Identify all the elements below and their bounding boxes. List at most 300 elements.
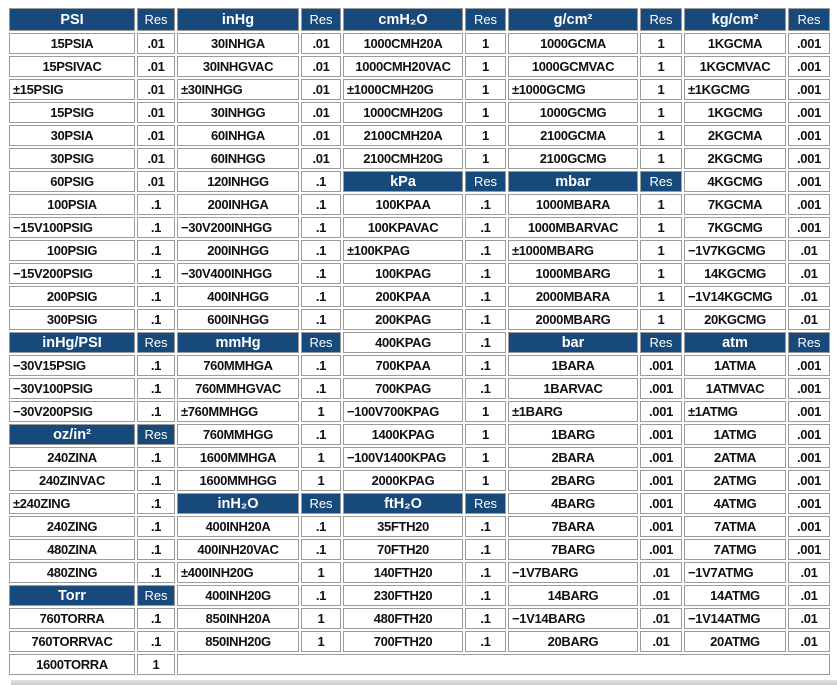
- range-model-cell: 2000MBARG: [508, 309, 638, 330]
- resolution-cell: .1: [465, 355, 506, 376]
- table-row: [9, 401, 830, 422]
- res-column-header: Res: [465, 493, 506, 514]
- resolution-cell: .1: [465, 378, 506, 399]
- res-column-header: Res: [640, 8, 682, 31]
- range-model-cell: 200INHGA: [177, 194, 299, 215]
- table-row: [9, 424, 830, 445]
- range-model-cell: 120INHGG: [177, 171, 299, 192]
- range-model-cell: 2ATMG: [684, 470, 786, 491]
- resolution-cell: .1: [465, 286, 506, 307]
- table-row: [9, 470, 830, 491]
- resolution-cell: .001: [788, 516, 830, 537]
- resolution-cell: .1: [137, 263, 175, 284]
- unit-column-header: cmH₂O: [343, 8, 463, 31]
- unit-column-header: ftH₂O: [343, 493, 463, 514]
- range-model-cell: ±1BARG: [508, 401, 638, 422]
- resolution-cell: 1: [640, 194, 682, 215]
- unit-column-header: mbar: [508, 171, 638, 192]
- resolution-cell: .1: [301, 309, 341, 330]
- resolution-cell: .01: [640, 631, 682, 652]
- range-model-cell: 1400KPAG: [343, 424, 463, 445]
- range-model-cell: 20BARG: [508, 631, 638, 652]
- table-row: [9, 608, 830, 629]
- range-model-cell: −1V7ATMG: [684, 562, 786, 583]
- resolution-cell: 1: [301, 562, 341, 583]
- unit-column-header: g/cm²: [508, 8, 638, 31]
- range-model-cell: 20KGCMG: [684, 309, 786, 330]
- range-model-cell: 30INHGVAC: [177, 56, 299, 77]
- res-column-header: Res: [301, 332, 341, 353]
- resolution-cell: .01: [301, 148, 341, 169]
- range-model-cell: −30V400INHGG: [177, 263, 299, 284]
- resolution-cell: .01: [788, 631, 830, 652]
- range-model-cell: ±100KPAG: [343, 240, 463, 261]
- resolution-cell: .1: [137, 447, 175, 468]
- range-model-cell: 2100CMH20A: [343, 125, 463, 146]
- resolution-cell: .1: [301, 263, 341, 284]
- resolution-cell: .001: [640, 539, 682, 560]
- range-model-cell: 700FTH20: [343, 631, 463, 652]
- unit-column-header: PSI: [9, 8, 135, 31]
- resolution-cell: 1: [465, 401, 506, 422]
- resolution-cell: .1: [301, 378, 341, 399]
- resolution-cell: .1: [137, 631, 175, 652]
- resolution-cell: .001: [788, 148, 830, 169]
- range-model-cell: 70FTH20: [343, 539, 463, 560]
- res-column-header: Res: [640, 171, 682, 192]
- resolution-cell: .01: [301, 33, 341, 54]
- resolution-cell: .01: [137, 125, 175, 146]
- resolution-cell: .1: [301, 217, 341, 238]
- resolution-cell: .1: [137, 470, 175, 491]
- resolution-cell: .01: [137, 33, 175, 54]
- resolution-cell: 1: [465, 148, 506, 169]
- table-row: [9, 148, 830, 169]
- unit-column-header: oz/in²: [9, 424, 135, 445]
- resolution-cell: .001: [640, 355, 682, 376]
- range-model-cell: 60INHGA: [177, 125, 299, 146]
- table-body: [9, 8, 830, 675]
- range-model-cell: 15PSIG: [9, 102, 135, 123]
- range-model-cell: −1V14BARG: [508, 608, 638, 629]
- range-model-cell: 760TORRA: [9, 608, 135, 629]
- range-model-cell: ±760MMHGG: [177, 401, 299, 422]
- table-row: [9, 309, 830, 330]
- table-row: [9, 447, 830, 468]
- resolution-cell: .001: [788, 217, 830, 238]
- range-model-cell: 600INHGG: [177, 309, 299, 330]
- range-model-cell: −30V15PSIG: [9, 355, 135, 376]
- range-model-cell: 1KGCMA: [684, 33, 786, 54]
- resolution-cell: .001: [640, 470, 682, 491]
- range-model-cell: 480FTH20: [343, 608, 463, 629]
- resolution-cell: 1: [301, 401, 341, 422]
- range-model-cell: ±240ZING: [9, 493, 135, 514]
- res-column-header: Res: [137, 8, 175, 31]
- range-model-cell: 7KGCMG: [684, 217, 786, 238]
- unit-column-header: inHg: [177, 8, 299, 31]
- range-model-cell: 700KPAA: [343, 355, 463, 376]
- range-model-cell: 7BARA: [508, 516, 638, 537]
- resolution-cell: .001: [788, 194, 830, 215]
- table-row: [9, 194, 830, 215]
- table-row: [9, 516, 830, 537]
- range-model-cell: 4ATMG: [684, 493, 786, 514]
- range-model-cell: 15PSIA: [9, 33, 135, 54]
- range-model-cell: 240ZING: [9, 516, 135, 537]
- resolution-cell: .1: [465, 608, 506, 629]
- res-column-header: Res: [137, 585, 175, 606]
- resolution-cell: .1: [137, 309, 175, 330]
- range-model-cell: −100V1400KPAG: [343, 447, 463, 468]
- range-model-cell: 1000GCMA: [508, 33, 638, 54]
- resolution-cell: .01: [137, 79, 175, 100]
- resolution-cell: .01: [788, 562, 830, 583]
- range-model-cell: 60PSIG: [9, 171, 135, 192]
- table-row: [9, 631, 830, 652]
- resolution-cell: .001: [640, 401, 682, 422]
- resolution-cell: 1: [640, 102, 682, 123]
- resolution-cell: 1: [301, 631, 341, 652]
- range-model-cell: 100KPAG: [343, 263, 463, 284]
- range-model-cell: 1000CMH20G: [343, 102, 463, 123]
- range-model-cell: 30INHGA: [177, 33, 299, 54]
- unit-column-header: kPa: [343, 171, 463, 192]
- range-model-cell: 14BARG: [508, 585, 638, 606]
- resolution-cell: .001: [640, 424, 682, 445]
- range-model-cell: 230FTH20: [343, 585, 463, 606]
- resolution-cell: .001: [640, 516, 682, 537]
- range-model-cell: ±15PSIG: [9, 79, 135, 100]
- resolution-cell: .001: [788, 539, 830, 560]
- resolution-cell: .1: [301, 516, 341, 537]
- table-row: [9, 539, 830, 560]
- resolution-cell: .1: [301, 539, 341, 560]
- table-row: [9, 33, 830, 54]
- resolution-cell: 1: [465, 79, 506, 100]
- range-model-cell: ±1KGCMG: [684, 79, 786, 100]
- table-row: [9, 56, 830, 77]
- range-model-cell: 4KGCMG: [684, 171, 786, 192]
- range-model-cell: 14KGCMG: [684, 263, 786, 284]
- resolution-cell: .01: [640, 562, 682, 583]
- range-model-cell: 7KGCMA: [684, 194, 786, 215]
- resolution-cell: .1: [465, 240, 506, 261]
- resolution-cell: .1: [301, 355, 341, 376]
- resolution-cell: .01: [301, 79, 341, 100]
- empty-cell: [177, 654, 830, 675]
- resolution-cell: .1: [137, 217, 175, 238]
- range-model-cell: −1V14ATMG: [684, 608, 786, 629]
- resolution-cell: .1: [137, 286, 175, 307]
- res-column-header: Res: [137, 424, 175, 445]
- unit-column-header: inH₂O: [177, 493, 299, 514]
- resolution-cell: .1: [137, 240, 175, 261]
- resolution-cell: .001: [640, 493, 682, 514]
- range-model-cell: 1600MMHGG: [177, 470, 299, 491]
- range-model-cell: 2ATMA: [684, 447, 786, 468]
- range-model-cell: 850INH20A: [177, 608, 299, 629]
- resolution-cell: .1: [465, 539, 506, 560]
- resolution-cell: .1: [137, 539, 175, 560]
- table-row: [9, 171, 830, 192]
- resolution-cell: 1: [640, 217, 682, 238]
- resolution-cell: .01: [788, 608, 830, 629]
- range-model-cell: 200KPAA: [343, 286, 463, 307]
- resolution-cell: 1: [640, 125, 682, 146]
- range-model-cell: 1000CMH20VAC: [343, 56, 463, 77]
- range-model-cell: 2BARA: [508, 447, 638, 468]
- range-model-cell: 30PSIA: [9, 125, 135, 146]
- resolution-cell: .1: [137, 401, 175, 422]
- range-model-cell: 1000GCMG: [508, 102, 638, 123]
- table-row: [9, 286, 830, 307]
- resolution-cell: .001: [788, 401, 830, 422]
- table-row: [9, 332, 830, 353]
- resolution-cell: .001: [788, 355, 830, 376]
- resolution-cell: 1: [465, 424, 506, 445]
- range-model-cell: 400INH20A: [177, 516, 299, 537]
- resolution-cell: 1: [465, 56, 506, 77]
- resolution-cell: .1: [137, 516, 175, 537]
- resolution-cell: 1: [640, 240, 682, 261]
- range-model-cell: 15PSIVAC: [9, 56, 135, 77]
- resolution-cell: .1: [301, 171, 341, 192]
- range-model-cell: −15V100PSIG: [9, 217, 135, 238]
- unit-column-header: mmHg: [177, 332, 299, 353]
- range-model-cell: 1ATMVAC: [684, 378, 786, 399]
- res-column-header: Res: [465, 8, 506, 31]
- resolution-cell: .01: [640, 585, 682, 606]
- resolution-cell: .01: [788, 263, 830, 284]
- resolution-cell: .001: [788, 125, 830, 146]
- range-model-cell: 2000KPAG: [343, 470, 463, 491]
- table-row: [9, 562, 830, 583]
- resolution-cell: .1: [301, 286, 341, 307]
- range-model-cell: 760MMHGA: [177, 355, 299, 376]
- range-model-cell: 30PSIG: [9, 148, 135, 169]
- range-model-cell: 2000MBARA: [508, 286, 638, 307]
- resolution-cell: 1: [465, 102, 506, 123]
- resolution-cell: 1: [465, 470, 506, 491]
- table-row: [9, 378, 830, 399]
- resolution-cell: 1: [640, 79, 682, 100]
- resolution-cell: .001: [788, 79, 830, 100]
- table-row: [9, 654, 830, 675]
- range-model-cell: 480ZING: [9, 562, 135, 583]
- resolution-cell: .01: [301, 102, 341, 123]
- range-model-cell: −30V200INHGG: [177, 217, 299, 238]
- table-row: [9, 8, 830, 31]
- resolution-cell: .01: [137, 56, 175, 77]
- unit-column-header: kg/cm²: [684, 8, 786, 31]
- range-model-cell: −100V700KPAG: [343, 401, 463, 422]
- range-model-cell: −30V200PSIG: [9, 401, 135, 422]
- range-model-cell: 2KGCMG: [684, 148, 786, 169]
- resolution-cell: .1: [137, 355, 175, 376]
- range-model-cell: 2100GCMG: [508, 148, 638, 169]
- resolution-cell: .01: [137, 171, 175, 192]
- page-edge-shadow: [11, 680, 837, 685]
- table-row: [9, 263, 830, 284]
- range-model-cell: 760MMHGG: [177, 424, 299, 445]
- resolution-cell: .1: [465, 217, 506, 238]
- range-model-cell: 1ATMA: [684, 355, 786, 376]
- resolution-cell: .1: [301, 240, 341, 261]
- resolution-cell: .1: [137, 608, 175, 629]
- resolution-cell: .001: [788, 493, 830, 514]
- range-model-cell: 1KGCMG: [684, 102, 786, 123]
- range-model-cell: ±1000CMH20G: [343, 79, 463, 100]
- range-model-cell: −1V7BARG: [508, 562, 638, 583]
- range-model-cell: 1BARG: [508, 424, 638, 445]
- res-column-header: Res: [788, 8, 830, 31]
- res-column-header: Res: [465, 171, 506, 192]
- resolution-cell: .001: [788, 424, 830, 445]
- resolution-cell: 1: [465, 125, 506, 146]
- range-model-cell: 140FTH20: [343, 562, 463, 583]
- pressure-range-resolution-table: [7, 6, 832, 677]
- range-model-cell: 1000MBARVAC: [508, 217, 638, 238]
- range-model-cell: 760MMHGVAC: [177, 378, 299, 399]
- resolution-cell: 1: [465, 447, 506, 468]
- range-model-cell: −1V14KGCMG: [684, 286, 786, 307]
- resolution-cell: 1: [465, 33, 506, 54]
- range-model-cell: 200PSIG: [9, 286, 135, 307]
- unit-column-header: inHg/PSI: [9, 332, 135, 353]
- range-model-cell: 20ATMG: [684, 631, 786, 652]
- resolution-cell: .1: [301, 585, 341, 606]
- range-model-cell: 4BARG: [508, 493, 638, 514]
- resolution-cell: .1: [465, 631, 506, 652]
- resolution-cell: 1: [640, 56, 682, 77]
- range-model-cell: 300PSIG: [9, 309, 135, 330]
- unit-column-header: atm: [684, 332, 786, 353]
- resolution-cell: .1: [137, 194, 175, 215]
- range-model-cell: ±400INH20G: [177, 562, 299, 583]
- range-model-cell: 850INH20G: [177, 631, 299, 652]
- resolution-cell: .1: [301, 194, 341, 215]
- range-model-cell: 2KGCMA: [684, 125, 786, 146]
- range-model-cell: ±30INHGG: [177, 79, 299, 100]
- resolution-cell: 1: [640, 309, 682, 330]
- resolution-cell: .1: [465, 194, 506, 215]
- resolution-cell: .01: [640, 608, 682, 629]
- range-model-cell: −1V7KGCMG: [684, 240, 786, 261]
- range-model-cell: 2BARG: [508, 470, 638, 491]
- resolution-cell: .001: [788, 33, 830, 54]
- table-row: [9, 355, 830, 376]
- range-model-cell: 7BARG: [508, 539, 638, 560]
- range-model-cell: 1000GCMVAC: [508, 56, 638, 77]
- resolution-cell: .01: [788, 309, 830, 330]
- range-model-cell: 200KPAG: [343, 309, 463, 330]
- range-model-cell: 400INHGG: [177, 286, 299, 307]
- resolution-cell: .01: [137, 102, 175, 123]
- range-model-cell: 200INHGG: [177, 240, 299, 261]
- range-model-cell: 2100GCMA: [508, 125, 638, 146]
- range-model-cell: 60INHGG: [177, 148, 299, 169]
- table-row: [9, 79, 830, 100]
- range-model-cell: −30V100PSIG: [9, 378, 135, 399]
- resolution-cell: .01: [301, 125, 341, 146]
- table-row: [9, 585, 830, 606]
- range-model-cell: 100KPAA: [343, 194, 463, 215]
- range-model-cell: 700KPAG: [343, 378, 463, 399]
- resolution-cell: .001: [640, 378, 682, 399]
- range-model-cell: 100PSIA: [9, 194, 135, 215]
- res-column-header: Res: [788, 332, 830, 353]
- res-column-header: Res: [137, 332, 175, 353]
- range-model-cell: 760TORRVAC: [9, 631, 135, 652]
- resolution-cell: .1: [465, 263, 506, 284]
- table-row: [9, 493, 830, 514]
- resolution-cell: .1: [301, 424, 341, 445]
- resolution-cell: 1: [640, 286, 682, 307]
- range-model-cell: ±1ATMG: [684, 401, 786, 422]
- resolution-cell: 1: [301, 470, 341, 491]
- range-model-cell: 1ATMG: [684, 424, 786, 445]
- range-model-cell: 14ATMG: [684, 585, 786, 606]
- resolution-cell: 1: [137, 654, 175, 675]
- range-model-cell: 1BARA: [508, 355, 638, 376]
- range-model-cell: 1600TORRA: [9, 654, 135, 675]
- resolution-cell: 1: [640, 148, 682, 169]
- resolution-cell: .01: [301, 56, 341, 77]
- resolution-cell: 1: [640, 263, 682, 284]
- resolution-cell: 1: [301, 447, 341, 468]
- resolution-cell: .1: [465, 562, 506, 583]
- range-model-cell: 2100CMH20G: [343, 148, 463, 169]
- resolution-cell: .1: [137, 562, 175, 583]
- resolution-cell: .001: [788, 378, 830, 399]
- range-model-cell: 480ZINA: [9, 539, 135, 560]
- range-model-cell: 7ATMG: [684, 539, 786, 560]
- unit-column-header: bar: [508, 332, 638, 353]
- res-column-header: Res: [640, 332, 682, 353]
- resolution-cell: .01: [788, 286, 830, 307]
- range-model-cell: 240ZINA: [9, 447, 135, 468]
- range-model-cell: 100PSIG: [9, 240, 135, 261]
- resolution-cell: .001: [788, 447, 830, 468]
- range-model-cell: 7ATMA: [684, 516, 786, 537]
- resolution-cell: .001: [640, 447, 682, 468]
- range-model-cell: ±1000GCMG: [508, 79, 638, 100]
- range-model-cell: 400INH20VAC: [177, 539, 299, 560]
- range-model-cell: 1000MBARG: [508, 263, 638, 284]
- resolution-cell: .001: [788, 102, 830, 123]
- resolution-cell: .01: [137, 148, 175, 169]
- resolution-cell: .1: [465, 332, 506, 353]
- res-column-header: Res: [301, 8, 341, 31]
- resolution-cell: .001: [788, 171, 830, 192]
- range-model-cell: 100KPAVAC: [343, 217, 463, 238]
- range-model-cell: 1KGCMVAC: [684, 56, 786, 77]
- resolution-cell: .1: [137, 493, 175, 514]
- resolution-cell: .1: [465, 309, 506, 330]
- range-model-cell: ±1000MBARG: [508, 240, 638, 261]
- res-column-header: Res: [301, 493, 341, 514]
- resolution-cell: .1: [137, 378, 175, 399]
- range-model-cell: 1BARVAC: [508, 378, 638, 399]
- resolution-cell: 1: [301, 608, 341, 629]
- resolution-cell: .01: [788, 240, 830, 261]
- resolution-cell: .001: [788, 56, 830, 77]
- range-model-cell: 1600MMHGA: [177, 447, 299, 468]
- range-model-cell: 35FTH20: [343, 516, 463, 537]
- resolution-cell: 1: [640, 33, 682, 54]
- range-model-cell: 1000CMH20A: [343, 33, 463, 54]
